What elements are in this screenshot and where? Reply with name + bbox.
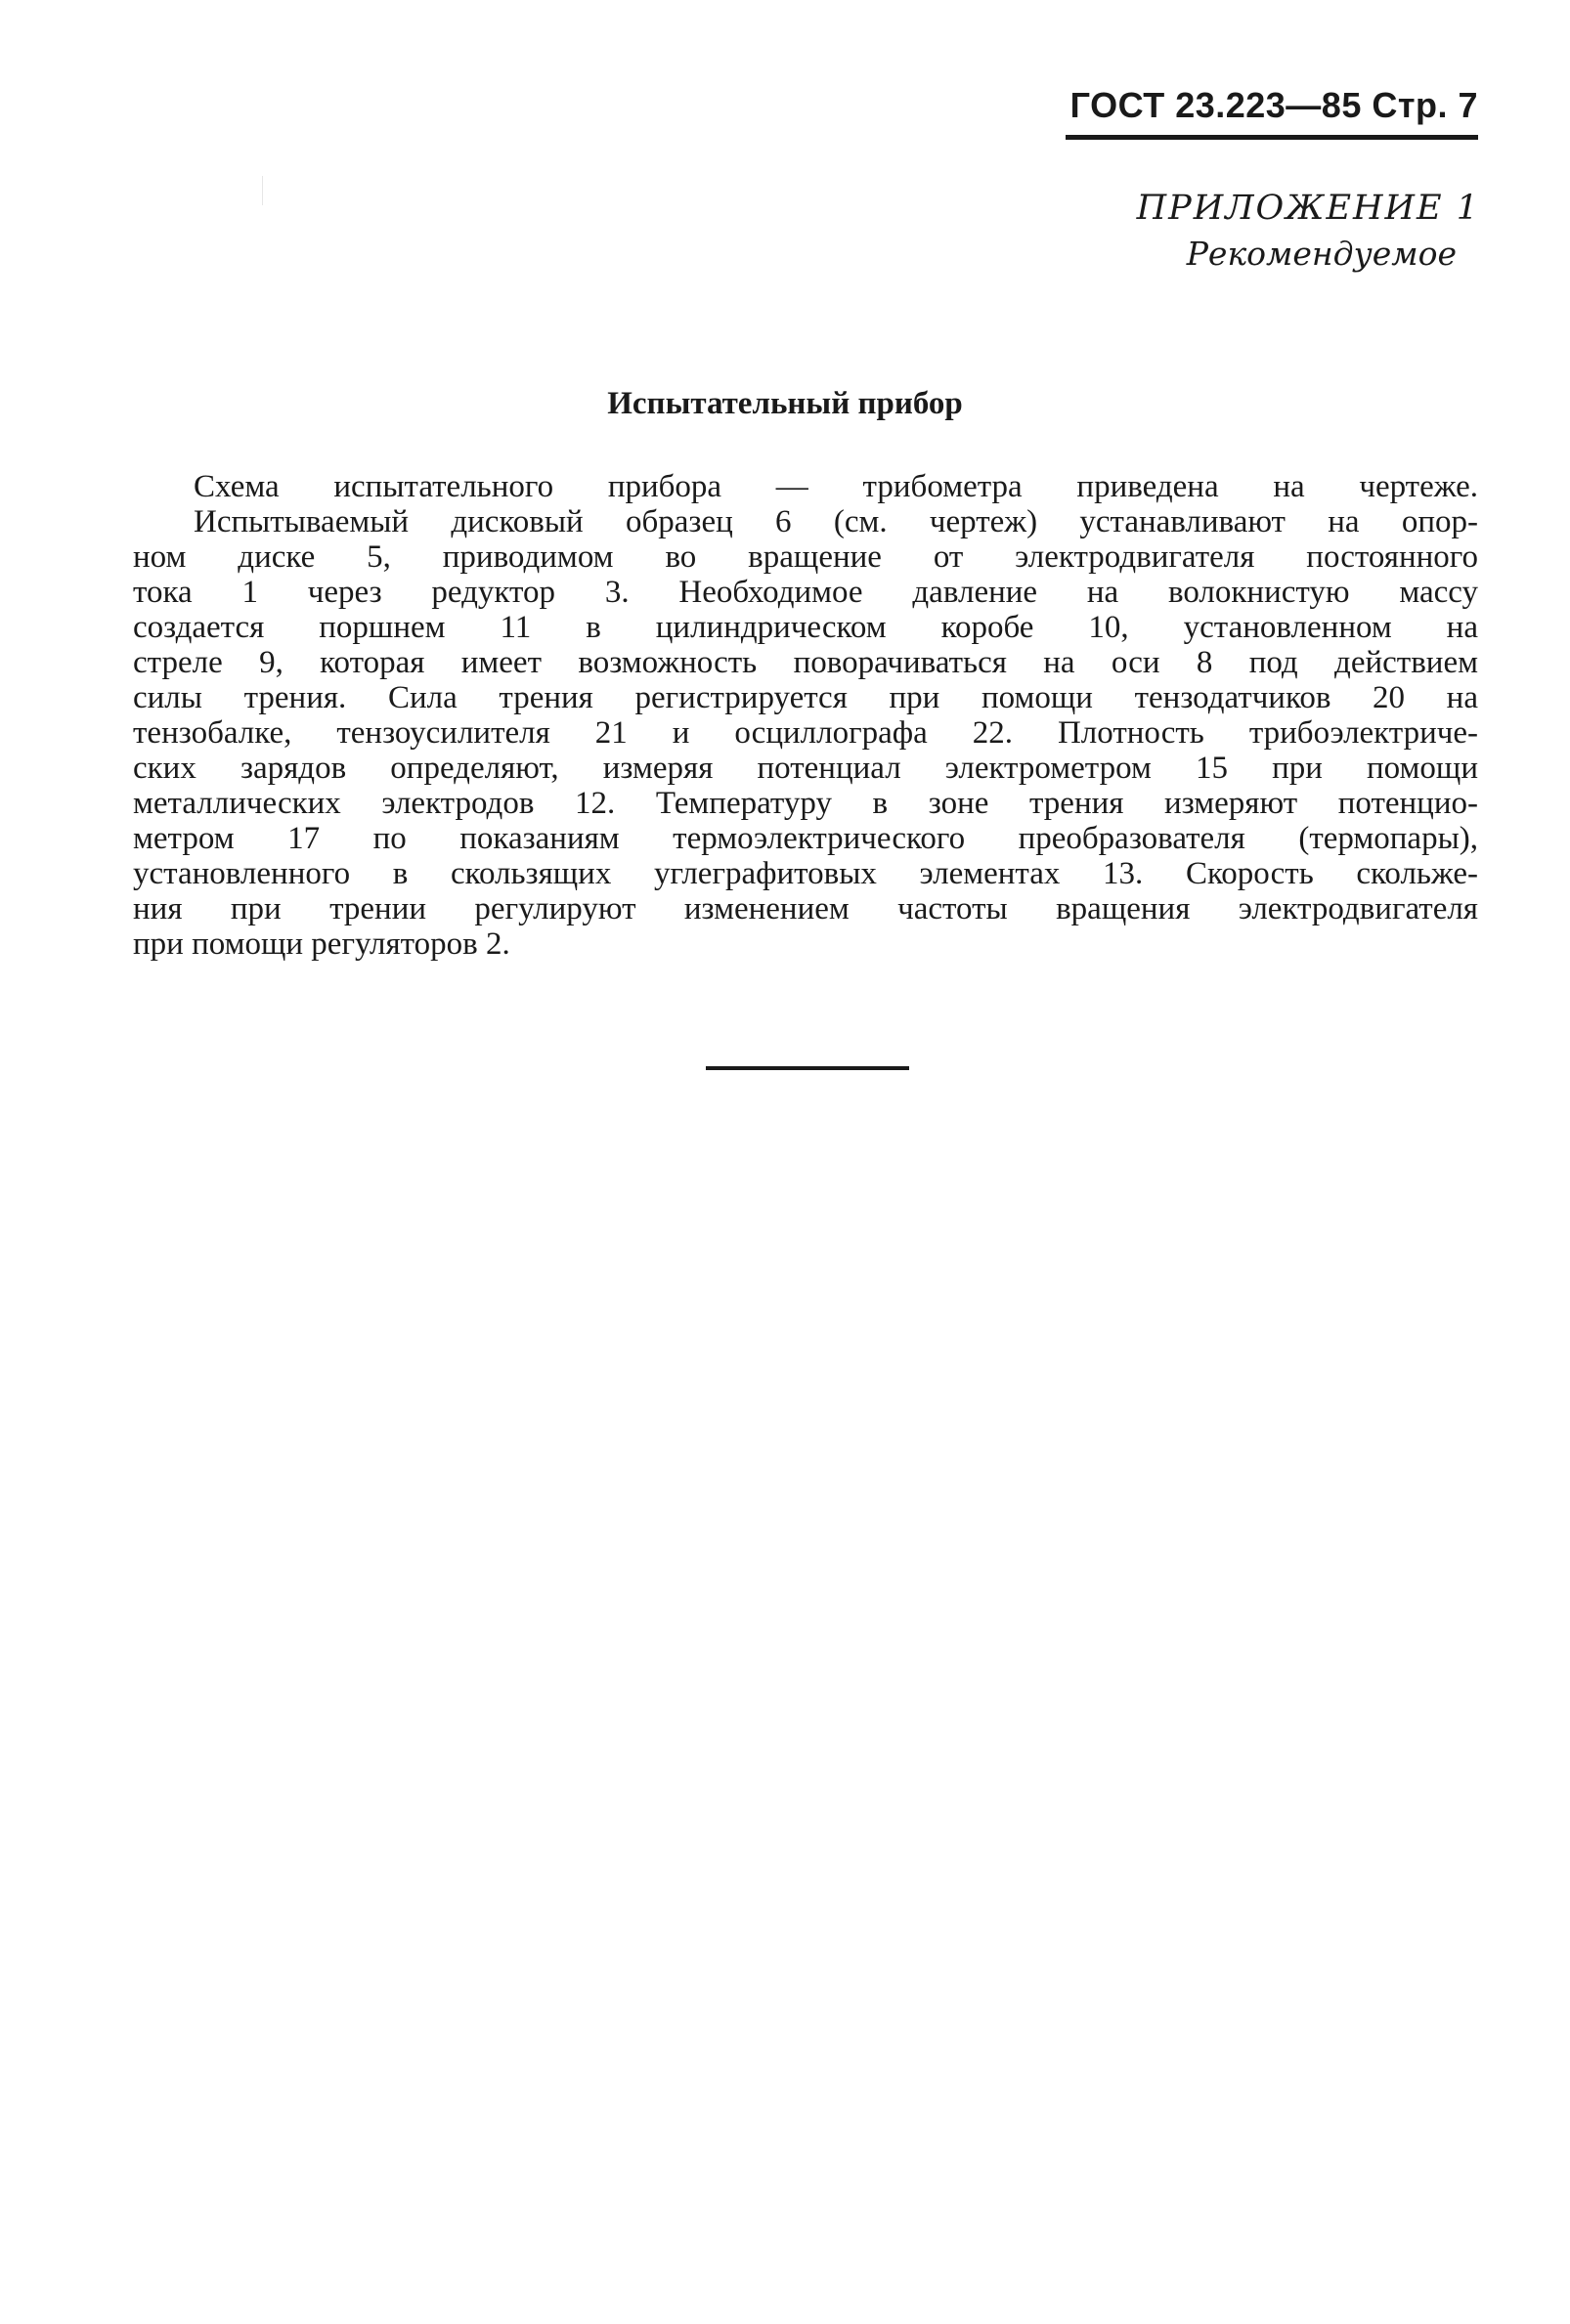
body-line: ном диске 5, приводимом во вращение от электродвигателя постоянного <box>133 539 1478 575</box>
section-title: Испытательный прибор <box>607 386 963 421</box>
body-text <box>133 469 1478 962</box>
body-line: создается поршнем 11 в цилиндрическом коробе 10, установленном на <box>133 610 1478 645</box>
page-header: ГОСТ 23.223—85 Стр. 7 <box>1069 85 1478 125</box>
body-line: тока 1 через редуктор 3. Необходимое давление на волокнистую массу <box>133 575 1478 610</box>
body-line: при помощи регуляторов 2. <box>133 926 510 962</box>
body-line: Испытываемый дисковый образец 6 (см. чертеж) устанавливают на опор- <box>194 504 1478 539</box>
body-line: Схема испытательного прибора — трибометра приведена на чертеже. <box>194 469 1478 504</box>
body-line: установленного в скользящих углеграфитовых элементах 13. Скорость скольже- <box>133 856 1478 891</box>
appendix-title: ПРИЛОЖЕНИЕ 1 <box>1136 189 1480 228</box>
body-line: силы трения. Сила трения регистрируется при помощи тензодатчиков 20 на <box>133 680 1478 715</box>
body-line: ских зарядов определяют, измеряя потенциал электрометром 15 при помощи <box>133 751 1478 786</box>
body-line: ния при трении регулируют изменением частоты вращения электродвигателя <box>133 891 1478 926</box>
body-line: стреле 9, которая имеет возможность поворачиваться на оси 8 под действием <box>133 645 1478 680</box>
end-rule <box>706 1066 909 1070</box>
body-line: тензобалке, тензоусилителя 21 и осциллографа 22. Плотность трибоэлектриче- <box>133 715 1478 751</box>
body-line: металлических электродов 12. Температуру в зоне трения измеряют потенцио- <box>133 786 1478 821</box>
header-rule <box>1066 135 1478 140</box>
appendix-subtitle: Рекомендуемое <box>1186 235 1457 273</box>
body-line: метром 17 по показаниям термоэлектрического преобразователя (термопары), <box>133 821 1478 856</box>
scan-artifact <box>262 176 263 205</box>
